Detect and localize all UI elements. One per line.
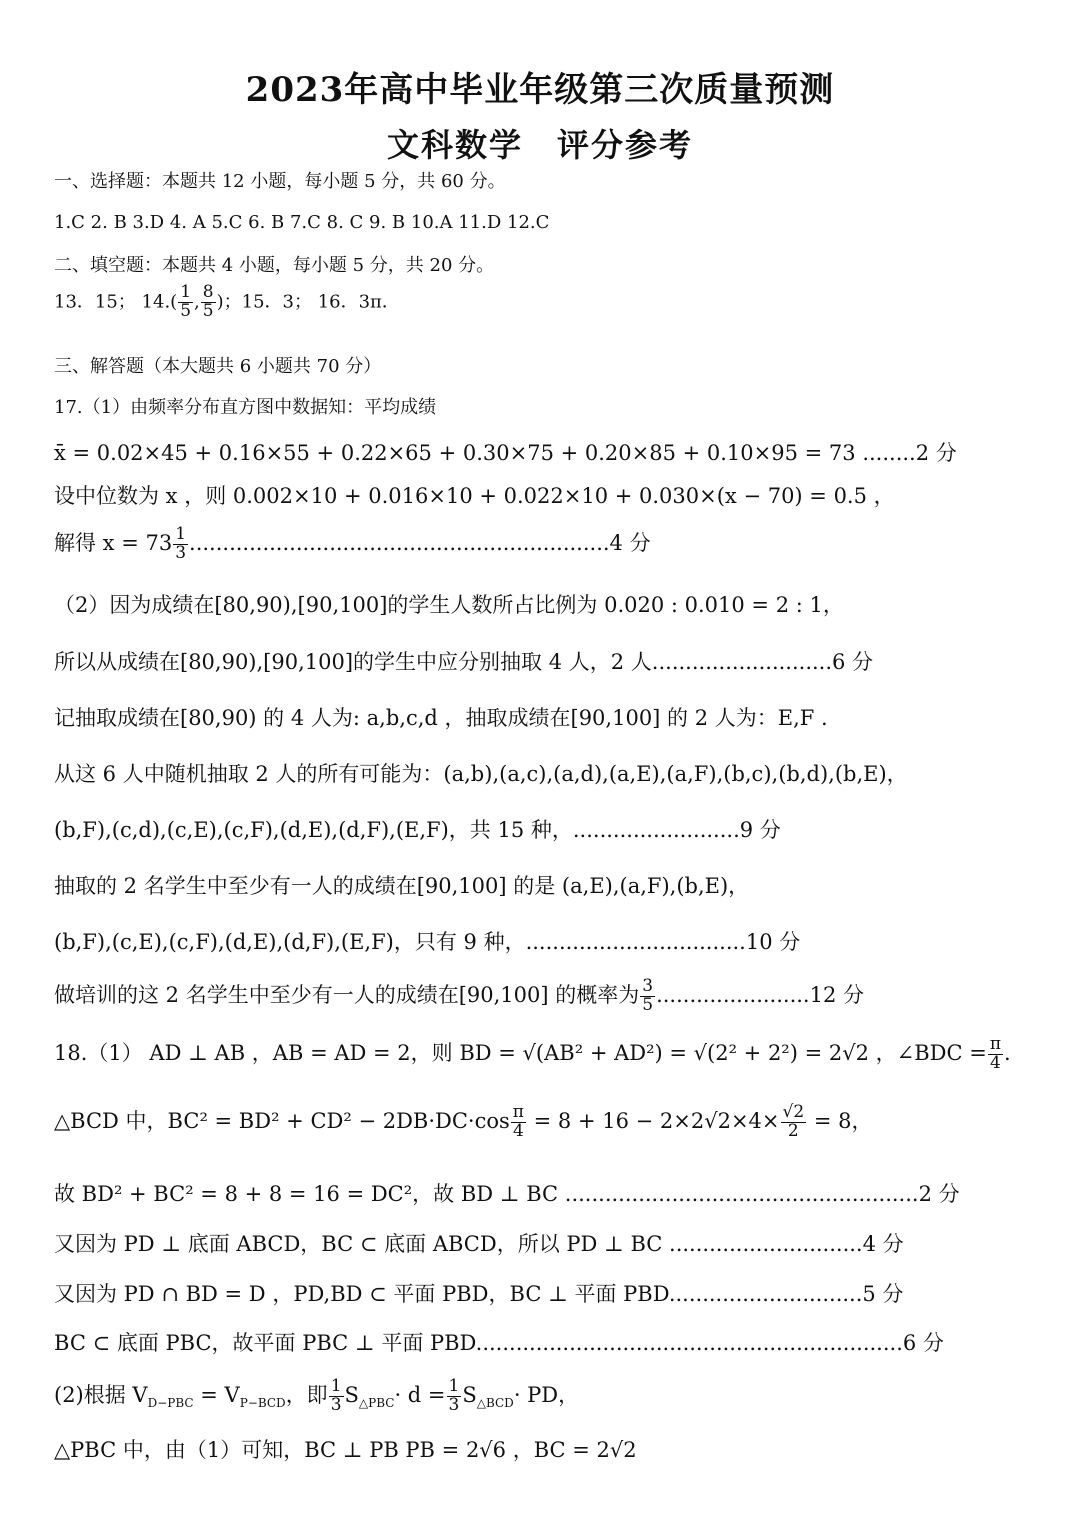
q17-probability <box>54 978 1044 1015</box>
section2-heading: 二、填空题：本题共 4 小题，每小题 5 分，共 20 分。 <box>54 255 495 276</box>
q17-median-equation: 设中位数为 x ，则 0.002×10 + 0.016×10 + 0.022×10 + 0.030×(x − 70) = 0.5 ， <box>54 484 895 508</box>
section2-answers <box>54 284 1044 321</box>
answer-14-prefix: 14.( <box>141 291 178 313</box>
q17-favorable-line-1: 抽取的 2 名学生中至少有一人的成绩在[90,100] 的是 (a,E),(a,F),(b,E)， <box>54 874 750 898</box>
q17-median-value: 解得 x = 73 <box>54 530 173 555</box>
q18-cosine-law-end: = 8， <box>807 1108 873 1133</box>
answer-14-suffix: )；15．3； 16．3π． <box>216 291 400 313</box>
q18-plane-perp: BC ⊂ 底面 PBC，故平面 PBC ⊥ 平面 PBD................................................................6 分 <box>54 1331 944 1355</box>
q18-vol-mid-4: · d = <box>394 1382 446 1407</box>
q18-vol-mid-1: = V <box>193 1382 240 1407</box>
q18-vol-start: (2)根据 V <box>54 1382 148 1407</box>
answer-14-comma: , <box>194 291 200 313</box>
section1-answers: 1.C 2. B 3.D 4. A 5.C 6. B 7.C 8. C 9. B 10.A 11.D 12.C <box>54 212 550 233</box>
q17-part2-sample: 所以从成绩在[80,90),[90,100]的学生中应分别抽取 4 人，2 人...........................6 分 <box>54 650 874 674</box>
q18-vol-end: · PD， <box>513 1382 580 1407</box>
q17-median-fraction: $\frac{1}{3}$ <box>175 524 187 563</box>
q18-line-1 <box>54 1036 1044 1073</box>
q18-vol-sub-2: P−BCD <box>239 1396 286 1411</box>
q18-pd-perp-bc: 又因为 PD ⊥ 底面 ABCD，BC ⊂ 底面 ABCD，所以 PD ⊥ BC .............................4 分 <box>54 1232 904 1256</box>
q17-probability-score: .......................12 分 <box>656 982 865 1007</box>
q18-vol-mid-2: ，即 <box>285 1382 328 1407</box>
q18-vol-mid-5: S <box>462 1382 477 1407</box>
q18-vol-sub-1: D−PBC <box>147 1396 194 1411</box>
section1-heading: 一、选择题：本题共 12 小题，每小题 5 分，共 60 分。 <box>54 171 506 192</box>
q18-vol-fraction-1: $\frac{1}{3}$ <box>330 1376 342 1415</box>
page-subtitle: 文科数学 评分参考 <box>386 126 693 164</box>
q17-outcomes-line-2: (b,F),(c,d),(c,E),(c,F),(d,E),(d,F),(E,F)，共 15 种，.........................9 分 <box>54 818 781 842</box>
q18-cosine-law <box>54 1104 1044 1141</box>
q17-line-1: 17.（1）由频率分布直方图中数据知：平均成绩 <box>54 397 437 418</box>
q18-bc-perp-plane: 又因为 PD ∩ BD = D ，PD,BD ⊂ 平面 PBD，BC ⊥ 平面 PBD.............................5 分 <box>54 1282 904 1306</box>
answer-14-fraction-2: $\frac{8}{5}$ <box>202 282 214 321</box>
q18-vol-sub-3: △PBC <box>358 1396 395 1411</box>
q18-cosine-law-mid: = 8 + 16 − 2×2√2×4× <box>526 1108 780 1133</box>
q18-bd-computation: 18.（1） AD ⊥ AB ，AB = AD = 2，则 BD = √(AB² + AD²) = √(2² + 2²) = 2√2 ，∠BDC = <box>54 1040 987 1065</box>
q18-sqrt2-fraction: $\frac{√2}{2}$ <box>782 1102 805 1141</box>
q18-cos-fraction: $\frac{\pi}{4}$ <box>512 1102 524 1141</box>
q18-vol-sub-4: △BCD <box>476 1396 514 1411</box>
q17-probability-text: 做培训的这 2 名学生中至少有一人的成绩在[90,100] 的概率为 <box>54 982 640 1007</box>
q17-probability-fraction: $\frac{3}{5}$ <box>642 976 654 1015</box>
q17-part2-ratio: （2）因为成绩在[80,90),[90,100]的学生人数所占比例为 0.020 : 0.010 = 2 : 1， <box>54 593 844 617</box>
q17-part2-labels: 记抽取成绩在[80,90) 的 4 人为: a,b,c,d ，抽取成绩在[90,100] 的 2 人为：E,F . <box>54 706 828 730</box>
q18-vol-mid-3: S <box>344 1382 359 1407</box>
q18-cosine-law-start: △BCD 中，BC² = BD² + CD² − 2DB·DC·cos <box>54 1108 510 1133</box>
q18-pythagoras: 故 BD² + BC² = 8 + 8 = 16 = DC²，故 BD ⊥ BC .....................................................2 分 <box>54 1182 960 1206</box>
answer-14-fraction-1: $\frac{1}{5}$ <box>180 282 192 321</box>
q17-mean-formula: x̄ = 0.02×45 + 0.16×55 + 0.22×65 + 0.30×75 + 0.20×85 + 0.10×95 = 73 ........2 分 <box>54 441 957 465</box>
page-title: 2023年高中毕业年级第三次质量预测 <box>245 70 835 110</box>
q18-triangle-pbc: △PBC 中，由（1）可知，BC ⊥ PB PB = 2√6 ，BC = 2√2 <box>54 1438 637 1462</box>
answer-13: 13．15； <box>54 291 136 313</box>
q18-line-1-end: . <box>1004 1040 1011 1065</box>
q17-median-result <box>54 526 1044 563</box>
q18-angle-fraction: $\frac{\pi}{4}$ <box>989 1034 1002 1073</box>
q18-volume-equation <box>54 1378 1044 1415</box>
section3-heading: 三、解答题（本大题共 6 小题共 70 分） <box>54 356 382 377</box>
q17-favorable-line-2: (b,F),(c,E),(c,F),(d,E),(d,F),(E,F)，只有 9 种，.................................10 分 <box>54 930 801 954</box>
q17-median-score: ...............................................................4 分 <box>189 530 651 555</box>
q18-vol-fraction-2: $\frac{1}{3}$ <box>448 1376 460 1415</box>
q17-outcomes-line-1: 从这 6 人中随机抽取 2 人的所有可能为：(a,b),(a,c),(a,d),(a,E),(a,F),(b,c),(b,d),(b,E)， <box>54 762 908 786</box>
